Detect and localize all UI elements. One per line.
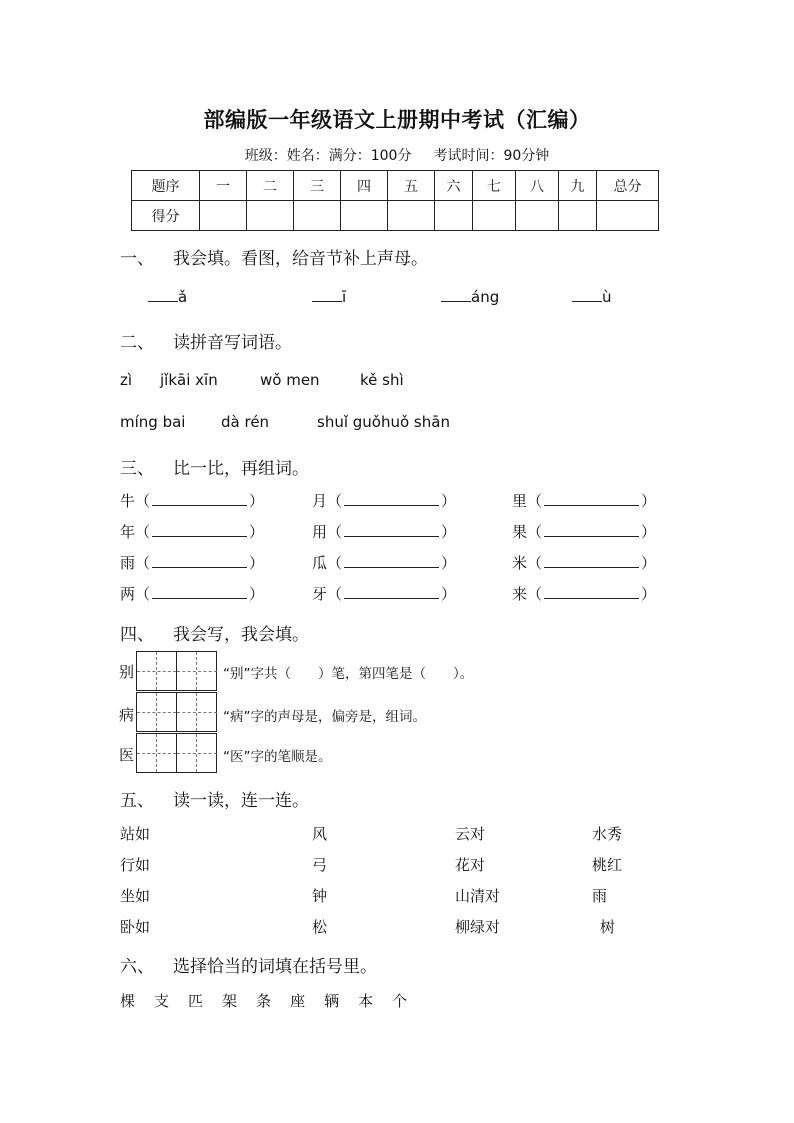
measure-word-list bbox=[120, 990, 426, 1011]
section-text: 读一读，连一连。 bbox=[173, 791, 309, 811]
close-paren: ） bbox=[441, 492, 457, 510]
score-cell[interactable] bbox=[435, 201, 473, 231]
close-paren: ） bbox=[641, 492, 657, 510]
open-paren: （ bbox=[135, 554, 151, 572]
match-item[interactable]: 行如 bbox=[120, 856, 151, 874]
score-header-cell: 三 bbox=[294, 171, 341, 201]
section-number: 三、 bbox=[120, 459, 154, 479]
match-item[interactable]: 坐如 bbox=[120, 887, 151, 905]
info-class-name-score: 班级：姓名：满分：100分 bbox=[244, 148, 412, 164]
q3-char: 牛 bbox=[120, 492, 136, 510]
match-item[interactable]: 站如 bbox=[120, 825, 151, 843]
q3-char: 年 bbox=[120, 523, 136, 541]
measure-word: 条 bbox=[256, 992, 272, 1010]
close-paren: ） bbox=[641, 523, 657, 541]
open-paren: （ bbox=[527, 585, 543, 603]
q3-char: 月 bbox=[312, 492, 328, 510]
open-paren: （ bbox=[527, 523, 543, 541]
q3-char: 牙 bbox=[312, 585, 328, 603]
score-cell[interactable] bbox=[597, 201, 659, 231]
score-cell[interactable] bbox=[247, 201, 294, 231]
close-paren: ） bbox=[441, 554, 457, 572]
measure-word: 本 bbox=[358, 992, 374, 1010]
match-item[interactable]: 柳绿对 bbox=[455, 918, 501, 936]
open-paren: （ bbox=[327, 523, 343, 541]
q4-question: “别”字共（ ）笔，第四笔是（ ）。 bbox=[223, 666, 474, 682]
score-cell[interactable] bbox=[559, 201, 597, 231]
match-item[interactable]: 卧如 bbox=[120, 918, 151, 936]
close-paren: ） bbox=[249, 492, 265, 510]
score-table-header-row bbox=[132, 171, 659, 201]
q1-item bbox=[441, 288, 499, 306]
q1-final: ù bbox=[602, 288, 612, 306]
q3-item bbox=[120, 552, 264, 573]
match-item[interactable]: 桃红 bbox=[592, 856, 623, 874]
q3-char: 来 bbox=[512, 585, 528, 603]
measure-word: 棵 bbox=[120, 992, 136, 1010]
q3-char: 里 bbox=[512, 492, 528, 510]
q3-item bbox=[512, 552, 656, 573]
measure-word: 匹 bbox=[188, 992, 204, 1010]
open-paren: （ bbox=[135, 585, 151, 603]
score-header-cell: 四 bbox=[341, 171, 388, 201]
open-paren: （ bbox=[527, 492, 543, 510]
answer-blank[interactable] bbox=[152, 491, 247, 506]
answer-blank[interactable] bbox=[344, 584, 439, 599]
close-paren: ） bbox=[441, 523, 457, 541]
q1-final: áng bbox=[471, 288, 500, 306]
pinyin-word: jǐkāi xīn bbox=[160, 371, 218, 389]
score-header-cell: 五 bbox=[388, 171, 435, 201]
q3-item bbox=[120, 490, 264, 511]
close-paren: ） bbox=[249, 523, 265, 541]
close-paren: ） bbox=[641, 554, 657, 572]
pinyin-word: míng bai bbox=[120, 413, 186, 431]
score-header-cell: 题序 bbox=[132, 171, 200, 201]
close-paren: ） bbox=[249, 554, 265, 572]
q1-item bbox=[572, 288, 612, 306]
q3-char: 米 bbox=[512, 554, 528, 572]
q3-item bbox=[120, 583, 264, 604]
q3-char: 果 bbox=[512, 523, 528, 541]
q3-item bbox=[512, 521, 656, 542]
match-item[interactable]: 钟 bbox=[312, 887, 328, 905]
match-item[interactable]: 树 bbox=[600, 918, 616, 936]
answer-blank[interactable] bbox=[148, 289, 178, 302]
q3-item bbox=[312, 552, 456, 573]
measure-word: 个 bbox=[392, 992, 408, 1010]
score-header-cell: 六 bbox=[435, 171, 473, 201]
score-cell[interactable] bbox=[473, 201, 516, 231]
open-paren: （ bbox=[135, 492, 151, 510]
match-item[interactable]: 弓 bbox=[312, 856, 328, 874]
writing-grid[interactable] bbox=[136, 733, 217, 773]
score-header-cell: 八 bbox=[516, 171, 559, 201]
match-item[interactable]: 花对 bbox=[455, 856, 486, 874]
close-paren: ） bbox=[441, 585, 457, 603]
open-paren: （ bbox=[327, 585, 343, 603]
section-6-heading bbox=[120, 952, 377, 977]
q1-item bbox=[312, 288, 346, 306]
pinyin-word: kě shì bbox=[360, 371, 404, 389]
measure-word: 辆 bbox=[324, 992, 340, 1010]
q3-item bbox=[512, 583, 656, 604]
q3-item bbox=[312, 583, 456, 604]
answer-blank[interactable] bbox=[544, 522, 639, 537]
q3-item bbox=[120, 521, 264, 542]
measure-word: 座 bbox=[290, 992, 306, 1010]
page-title: 部编版一年级语文上册期中考试（汇编） bbox=[203, 108, 591, 132]
q3-item bbox=[312, 521, 456, 542]
match-item[interactable]: 云对 bbox=[455, 825, 486, 843]
answer-blank[interactable] bbox=[344, 553, 439, 568]
score-header-cell: 七 bbox=[473, 171, 516, 201]
section-text: 选择恰当的词填在括号里。 bbox=[173, 957, 377, 977]
answer-blank[interactable] bbox=[344, 522, 439, 537]
pinyin-word: dà rén bbox=[221, 413, 270, 431]
q3-item bbox=[312, 490, 456, 511]
score-cell[interactable] bbox=[341, 201, 388, 231]
answer-blank[interactable] bbox=[344, 491, 439, 506]
q4-question: “病”字的声母是，偏旁是，组词。 bbox=[223, 709, 426, 725]
match-item[interactable]: 风 bbox=[312, 825, 328, 843]
section-number: 六、 bbox=[120, 957, 154, 977]
q4-char: 病 bbox=[119, 706, 135, 724]
q1-item bbox=[148, 288, 187, 306]
answer-blank[interactable] bbox=[441, 289, 471, 302]
pinyin-word: wǒ men bbox=[260, 371, 320, 389]
score-cell[interactable] bbox=[200, 201, 247, 231]
section-3-heading bbox=[120, 454, 309, 479]
q4-question: “医”字的笔顺是。 bbox=[223, 749, 332, 765]
writing-grid[interactable] bbox=[136, 651, 217, 691]
answer-blank[interactable] bbox=[152, 553, 247, 568]
writing-grid[interactable] bbox=[136, 692, 217, 732]
answer-blank[interactable] bbox=[544, 553, 639, 568]
score-header-cell: 总分 bbox=[597, 171, 659, 201]
q3-char: 两 bbox=[120, 585, 136, 603]
section-1-heading bbox=[120, 244, 428, 269]
q1-final: ī bbox=[342, 288, 347, 306]
score-row-label: 得分 bbox=[132, 201, 200, 231]
q1-final: ǎ bbox=[178, 288, 188, 306]
score-table-score-row bbox=[132, 201, 659, 231]
info-exam-time: 考试时间：90分钟 bbox=[433, 148, 550, 164]
measure-word: 架 bbox=[222, 992, 238, 1010]
section-text: 读拼音写词语。 bbox=[173, 333, 292, 353]
section-text: 我会写，我会填。 bbox=[173, 625, 309, 645]
pinyin-word: shuǐ guǒhuǒ shān bbox=[317, 413, 450, 431]
section-number: 一、 bbox=[120, 249, 154, 269]
section-number: 二、 bbox=[120, 333, 154, 353]
exam-info bbox=[0, 145, 794, 165]
score-header-cell: 二 bbox=[247, 171, 294, 201]
score-header-cell: 一 bbox=[200, 171, 247, 201]
answer-blank[interactable] bbox=[572, 289, 602, 302]
pinyin-word: zì bbox=[120, 371, 133, 389]
section-text: 比一比，再组词。 bbox=[173, 459, 309, 479]
q4-char: 别 bbox=[119, 663, 135, 681]
answer-blank[interactable] bbox=[152, 522, 247, 537]
section-4-heading bbox=[120, 620, 309, 645]
section-2-heading bbox=[120, 328, 292, 353]
open-paren: （ bbox=[135, 523, 151, 541]
answer-blank[interactable] bbox=[544, 584, 639, 599]
section-number: 五、 bbox=[120, 791, 154, 811]
score-cell[interactable] bbox=[388, 201, 435, 231]
section-number: 四、 bbox=[120, 625, 154, 645]
match-item[interactable]: 雨 bbox=[592, 887, 608, 905]
answer-blank[interactable] bbox=[312, 289, 342, 302]
close-paren: ） bbox=[641, 585, 657, 603]
score-cell[interactable] bbox=[516, 201, 559, 231]
match-item[interactable]: 山清对 bbox=[455, 887, 501, 905]
score-header-cell: 九 bbox=[559, 171, 597, 201]
close-paren: ） bbox=[249, 585, 265, 603]
open-paren: （ bbox=[527, 554, 543, 572]
match-item[interactable]: 松 bbox=[312, 918, 328, 936]
answer-blank[interactable] bbox=[544, 491, 639, 506]
open-paren: （ bbox=[327, 492, 343, 510]
q3-char: 用 bbox=[312, 523, 328, 541]
match-item[interactable]: 水秀 bbox=[592, 825, 623, 843]
q3-item bbox=[512, 490, 656, 511]
section-5-heading bbox=[120, 786, 309, 811]
open-paren: （ bbox=[327, 554, 343, 572]
measure-word: 支 bbox=[154, 992, 170, 1010]
q3-char: 瓜 bbox=[312, 554, 328, 572]
section-text: 我会填。看图，给音节补上声母。 bbox=[173, 249, 428, 269]
q3-char: 雨 bbox=[120, 554, 136, 572]
score-table bbox=[131, 170, 659, 231]
score-cell[interactable] bbox=[294, 201, 341, 231]
q4-char: 医 bbox=[119, 746, 135, 764]
answer-blank[interactable] bbox=[152, 584, 247, 599]
